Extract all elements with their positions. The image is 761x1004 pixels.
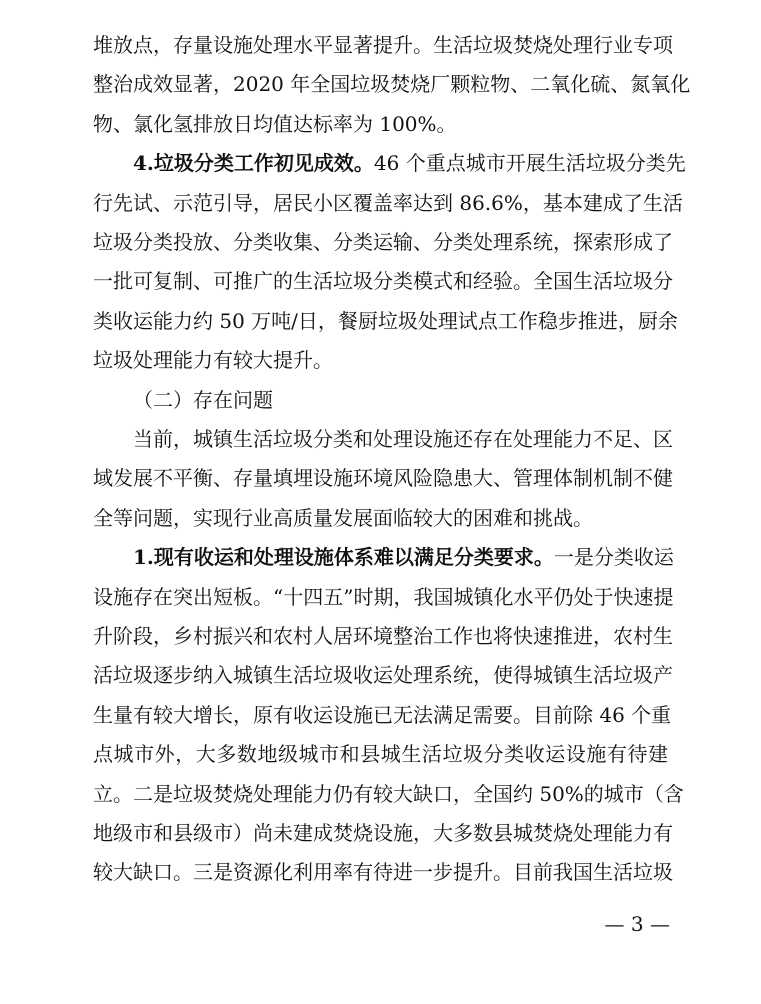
- paragraph-line: [133, 144, 686, 182]
- paragraph-line: [133, 538, 674, 576]
- line-text: 一是分类收运: [553, 545, 674, 570]
- line-text: 整治成效显著，2020 年全国垃圾焚烧厂颗粒物、二氧化硫、氮氧化: [93, 72, 691, 97]
- line-text: 行先试、示范引导，居民小区覆盖率达到 86.6%，基本建成了生活: [93, 190, 683, 215]
- section-heading-inline: 1.现有收运和处理设施体系难以满足分类要求。: [133, 545, 554, 570]
- paragraph-line: [93, 578, 674, 616]
- line-text: 生量有较大增长，原有收运设施已无法满足需要。目前除 46 个重: [93, 702, 672, 727]
- paragraph-line: [93, 341, 668, 379]
- paragraph-line: [93, 814, 673, 852]
- line-text: 地级市和县级市）尚未建成焚烧设施，大多数县城焚烧处理能力有: [93, 821, 673, 845]
- line-text: 垃圾分类投放、分类收集、分类运输、分类处理系统，探索形成了: [93, 230, 673, 254]
- paragraph-line: [93, 65, 691, 103]
- line-text: 当前，城镇生活垃圾分类和处理设施还存在处理能力不足、区: [133, 427, 673, 451]
- line-text: 46 个重点城市开展生活垃圾分类先: [373, 151, 686, 176]
- paragraph-line: [93, 184, 683, 222]
- paragraph-line: [93, 775, 684, 813]
- line-text: 堆放点，存量设施处理水平显著提升。生活垃圾焚烧处理行业专项: [93, 33, 673, 57]
- paragraph-line: [133, 420, 673, 458]
- section-heading-inline: 4.垃圾分类工作初见成效。: [133, 151, 374, 176]
- paragraph-line: [93, 696, 672, 734]
- paragraph-line: [93, 499, 668, 537]
- paragraph-line: [93, 617, 673, 655]
- line-text: 类收运能力约 50 万吨/日，餐厨垃圾处理试点工作稳步推进，厨余: [93, 308, 678, 333]
- paragraph-line: [93, 105, 668, 143]
- line-text: 活垃圾逐步纳入城镇生活垃圾收运处理系统，使得城镇生活垃圾产: [93, 663, 673, 688]
- paragraph-line: [93, 853, 673, 891]
- line-text: 域发展不平衡、存量填埋设施环境风险隐患大、管理体制机制不健: [93, 466, 673, 491]
- paragraph-line: [93, 223, 673, 261]
- section-title-text: （二）存在问题: [133, 387, 273, 412]
- paragraph-line: [93, 302, 678, 340]
- line-text: 垃圾处理能力有较大提升。: [93, 348, 333, 373]
- paragraph-line: [93, 735, 668, 773]
- paragraph-line: [93, 262, 673, 300]
- line-text: 点城市外，大多数地级城市和县城生活垃圾分类收运设施有待建: [93, 742, 668, 767]
- page-number: — 3 —: [604, 911, 670, 936]
- line-text: 立。二是垃圾焚烧处理能力仍有较大缺口，全国约 50%的城市（含: [93, 781, 684, 806]
- line-text: 升阶段，乡村振兴和农村人居环境整治工作也将快速推进，农村生: [93, 624, 673, 648]
- line-text: 较大缺口。三是资源化利用率有待进一步提升。目前我国生活垃圾: [93, 860, 673, 885]
- section-title: [133, 381, 668, 419]
- line-text: 物、氯化氢排放日均值达标率为 100%。: [93, 111, 457, 136]
- line-text: 一批可复制、可推广的生活垃圾分类模式和经验。全国生活垃圾分: [93, 269, 673, 294]
- line-text: 全等问题，实现行业高质量发展面临较大的困难和挑战。: [93, 505, 593, 530]
- paragraph-line: [93, 656, 673, 694]
- line-text: 设施存在突出短板。“十四五”时期，我国城镇化水平仍处于快速提: [93, 584, 674, 609]
- paragraph-line: [93, 26, 673, 64]
- paragraph-line: [93, 459, 673, 497]
